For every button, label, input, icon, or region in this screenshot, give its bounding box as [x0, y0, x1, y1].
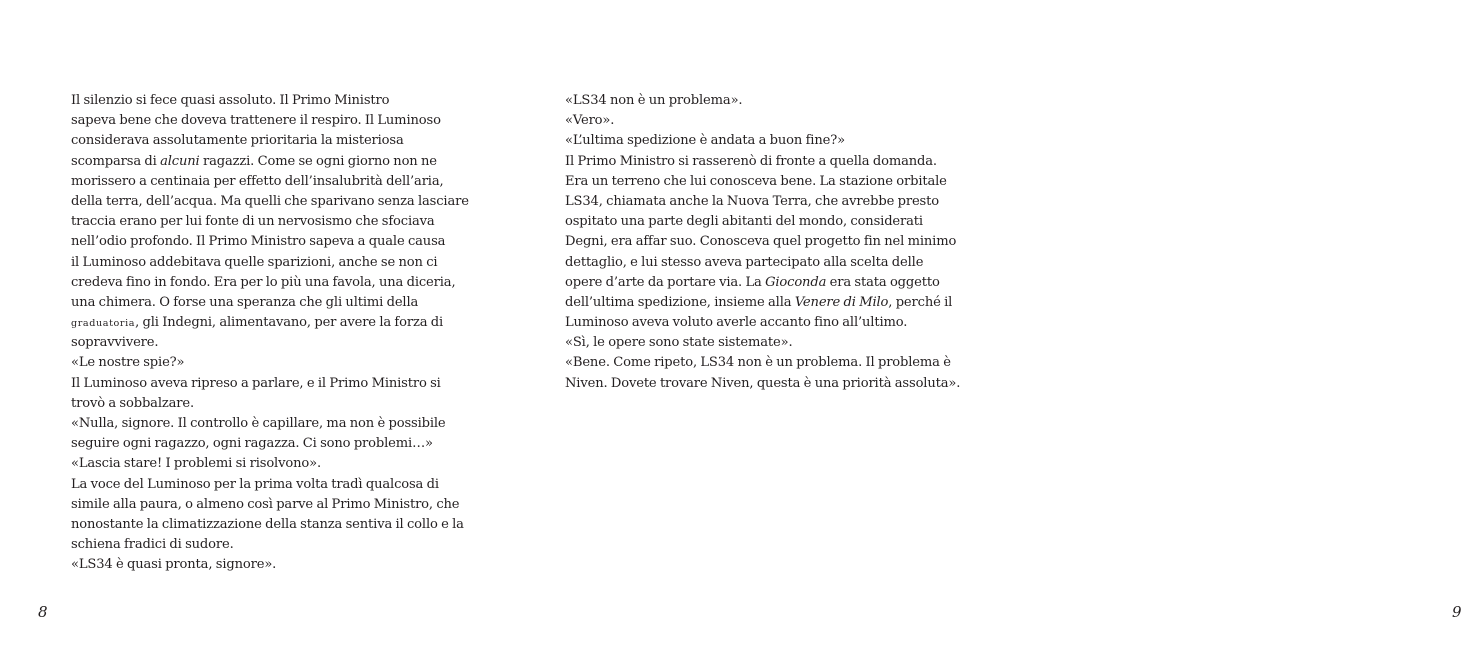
text-line: considerava assolutamente prioritaria la misteriosa: [71, 133, 404, 149]
text-line: [71, 152, 443, 172]
text-run: era stata oggetto: [826, 274, 940, 290]
text-line: una chimera. O forse una speranza che gli ultimi della: [71, 294, 419, 310]
text-line: seguire ogni ragazzo, ogni ragazza. Ci sono problemi…»: [71, 436, 433, 452]
text-line: Il Luminoso aveva ripreso a parlare, e il Primo Ministro si: [71, 375, 441, 391]
left-page: [0, 0, 500, 661]
right-page: [500, 0, 1462, 661]
italic-title: Gioconda: [765, 274, 827, 290]
text-line: sapeva bene che doveva trattenere il respiro. Il Luminoso: [71, 113, 441, 129]
text-run: , gli Indegni, alimentavano, per avere la forza di: [135, 315, 444, 331]
text-line: «Bene. Come ripeto, LS34 non è un problema. Il problema è: [565, 355, 951, 371]
text-line: «LS34 è quasi pronta, signore».: [71, 557, 277, 573]
text-line: ospitato una parte degli abitanti del mondo, considerati: [565, 214, 923, 230]
text-line: «Lascia stare! I problemi si risolvono».: [71, 456, 321, 472]
text-line: Era un terreno che lui conosceva bene. La stazione orbitale: [565, 173, 947, 189]
text-line: trovò a sobbalzare.: [71, 395, 195, 411]
italic-word: alcuni: [160, 153, 200, 169]
text-line: LS34, chiamata anche la Nuova Terra, che avrebbe presto: [565, 193, 939, 209]
text-run: opere d’arte da portare via. La: [565, 274, 766, 290]
text-line: Il Primo Ministro si rasserenò di fronte a quella domanda.: [565, 153, 937, 169]
text-line: Il silenzio si fece quasi assoluto. Il Primo Ministro: [71, 93, 390, 108]
text-line: credeva fino in fondo. Era per lo più una favola, una diceria,: [71, 274, 456, 290]
text-line: della terra, dell’acqua. Ma quelli che sparivano senza lasciare: [71, 193, 469, 209]
text-line: traccia erano per lui fonte di un nervosismo che sfociava: [71, 214, 435, 230]
text-line: morissero a centinaia per effetto dell’insalubrità dell’aria,: [71, 173, 444, 189]
left-page-text: [71, 91, 469, 576]
text-line: simile alla paura, o almeno così parve al Primo Ministro, che: [71, 496, 460, 512]
text-line: Degni, era affar suo. Conosceva quel progetto fin nel minimo: [565, 234, 957, 250]
text-line: «Nulla, signore. Il controllo è capillare, ma non è possibile: [71, 416, 446, 431]
text-line: nell’odio profondo. Il Primo Ministro sapeva a quale causa: [71, 234, 446, 250]
text-run: ragazzi. Come se ogni giorno non ne: [199, 153, 437, 169]
text-line: schiena fradici di sudore.: [71, 537, 234, 553]
small-caps-word: graduatoria: [71, 318, 136, 330]
text-line: [565, 293, 953, 313]
italic-title: Venere di Milo: [794, 294, 889, 310]
text-run: scomparsa di: [71, 153, 161, 169]
text-line: il Luminoso addebitava quelle sparizioni, anche se non ci: [71, 254, 438, 270]
text-line: nonostante la climatizzazione della stanza sentiva il collo e la: [71, 516, 464, 532]
text-line: dettaglio, e lui stesso aveva partecipato alla scelta delle: [565, 254, 924, 270]
text-line: [565, 273, 940, 293]
text-line: «LS34 non è un problema».: [565, 93, 743, 108]
text-line: Luminoso aveva voluto averle accanto fino all’ultimo.: [565, 315, 908, 331]
text-run: , perché il: [888, 294, 953, 310]
page-number: 9: [1452, 603, 1462, 621]
page-number: 8: [38, 603, 48, 621]
text-line: «L’ultima spedizione è andata a buon fine?»: [565, 133, 845, 149]
text-line: «Vero».: [565, 113, 615, 129]
text-line: Niven. Dovete trovare Niven, questa è una priorità assoluta».: [565, 375, 961, 391]
text-line: «Le nostre spie?»: [71, 355, 185, 371]
text-run: dell’ultima spedizione, insieme alla: [565, 294, 795, 310]
text-line: [71, 313, 443, 333]
right-page-text: [565, 91, 961, 394]
text-line: sopravvivere.: [71, 335, 159, 351]
text-line: La voce del Luminoso per la prima volta tradì qualcosa di: [71, 476, 439, 492]
text-line: «Sì, le opere sono state sistemate».: [565, 335, 793, 351]
